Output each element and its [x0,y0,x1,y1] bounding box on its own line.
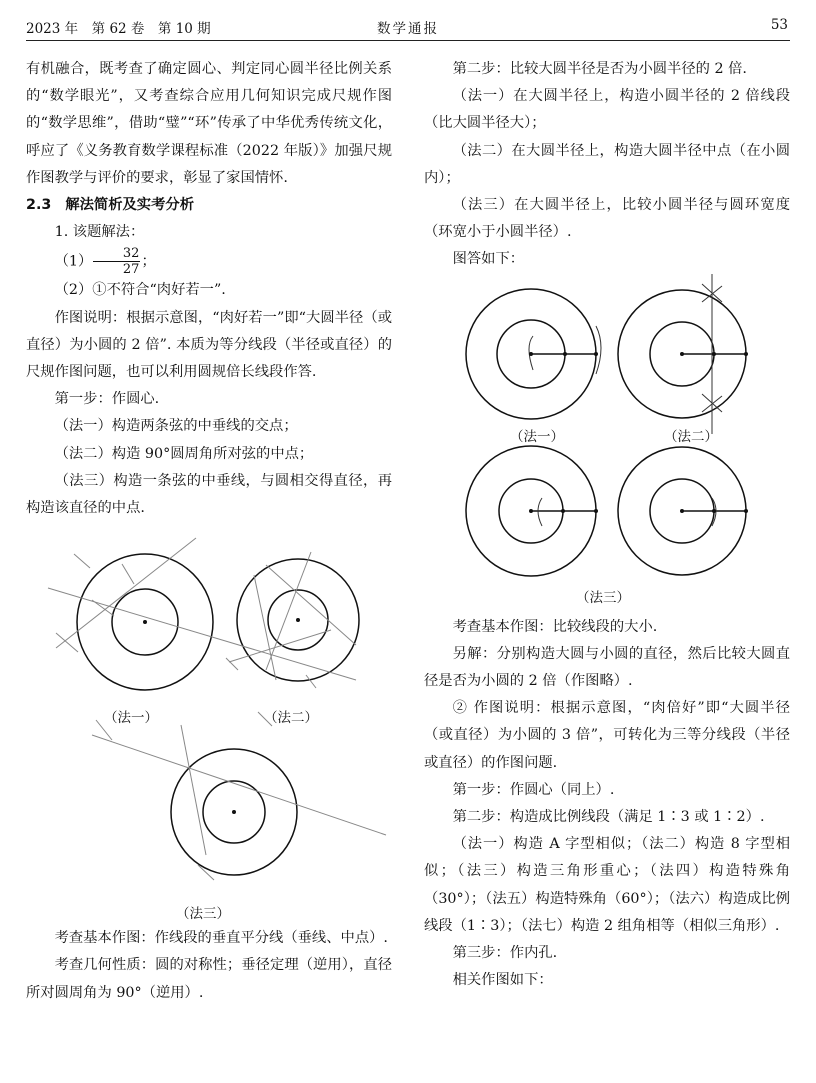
radius-comparison-figures [424,274,790,614]
section-number: 2.3 [26,197,52,214]
figure-caption: （法三） [176,906,230,923]
step-3: 第三步：作内孔. [452,945,558,962]
methods-list: （法一）构造 A 字型相似；（法二）构造 8 字型相似；（法三）构造三角形重心；（法四）构造特殊角（30°）；（法五）构造特殊角（60°）；（法六）构造成比例线段（1∶3）；（法七）构造 2 组角相等（相似三角形）. [424,836,790,934]
basic-construction-note: 考查基本作图：比较线段的大小. [452,618,658,635]
method-1: （法一）构造两条弦的中垂线的交点； [54,418,298,435]
answer-figures-intro: 图答如下： [452,251,525,268]
figure-caption: （法一） [104,710,158,727]
step-2: 第二步：比较大圆半径是否为小圆半径的 2 倍. [452,61,747,77]
left-column [26,56,392,1007]
fraction: $\frac{32}{27}$ [93,246,140,277]
section-heading [26,192,392,219]
section-title: 解法简析及实考分析 [65,197,194,214]
journal-title: 数学通报 [377,21,439,37]
method-3: （法三）构造一条弦的中垂线，与圆相交得直径，再构造该直径的中点. [26,472,392,517]
right-column [424,56,790,994]
journal-issue: 2023 年 第 62 卷 第 10 期 [26,21,211,37]
figure-caption: （法二） [264,710,318,727]
radius-method-2: （法二）在大圆半径上，构造大圆半径中点（在小圆内）； [424,142,790,186]
step-2-proportion: 第二步：构造成比例线段（满足 1∶3 或 1∶2）. [452,809,765,826]
radius-method-3: （法三）在大圆半径上，比较小圆半径与圆环宽度（环宽小于小圆半径）. [424,197,790,241]
geometric-property-note: 考查几何性质：圆的对称性；垂径定理（逆用），直径所对圆周角为 90°（逆用）. [26,957,392,1001]
center-construction-figures [26,530,392,925]
answer-1: （1） $\frac{32}{27}$ ； [54,246,156,278]
radius-method-1: （法一）在大圆半径上，构造小圆半径的 2 倍线段（比大圆半径大）； [424,88,790,132]
construction-explanation-2: ② 作图说明：根据示意图，“肉倍好”即“大圆半径（或直径）为小圆的 3 倍”，可转化为三等分线段（半径或直径）的作图问题. [424,700,790,771]
step-1: 第一步：作圆心. [54,391,160,408]
construction-explanation: 作图说明：根据示意图，“肉好若一”即“大圆半径（或直径）为小圆的 2 倍”. 本质为等分线段（半径或直径）的尺规作图问题，也可以利用圆规倍长线段作答. [26,309,392,381]
intro-paragraph: 有机融合，既考查了确定圆心、判定同心圆半径比例关系的“数学眼光”，又考查综合应用几何知识完成尺规作图的“数学思维”，借助“璧”“环”传承了中华优秀传统文化，呼应了《义务教育数学课程标准（2022 年版）》加强尺规作图教学与评价的要求，彰显了家国情怀. [26,61,392,186]
figure-caption: （法一） [510,428,564,445]
page-header [26,10,790,41]
alternative-solution: 另解：分别构造大圆与小圆的直径，然后比较大圆直径是否为小圆的 2 倍（作图略）. [424,645,790,690]
method-2: （法二）构造 90°圆周角所对弦的中点； [54,445,314,462]
solution-item: 1. 该题解法： [54,224,145,241]
figure-caption: （法三） [576,589,630,606]
figure-caption: （法二） [664,428,718,445]
answer-2: （2）①不符合“肉好若一”. [54,282,226,299]
page-number: 53 [770,17,788,33]
step-1-same: 第一步：作圆心（同上）. [452,781,615,798]
basic-construction-note: 考查基本作图：作线段的垂直平分线（垂线、中点）. [54,930,388,947]
related-figures-intro: 相关作图如下： [452,972,553,989]
